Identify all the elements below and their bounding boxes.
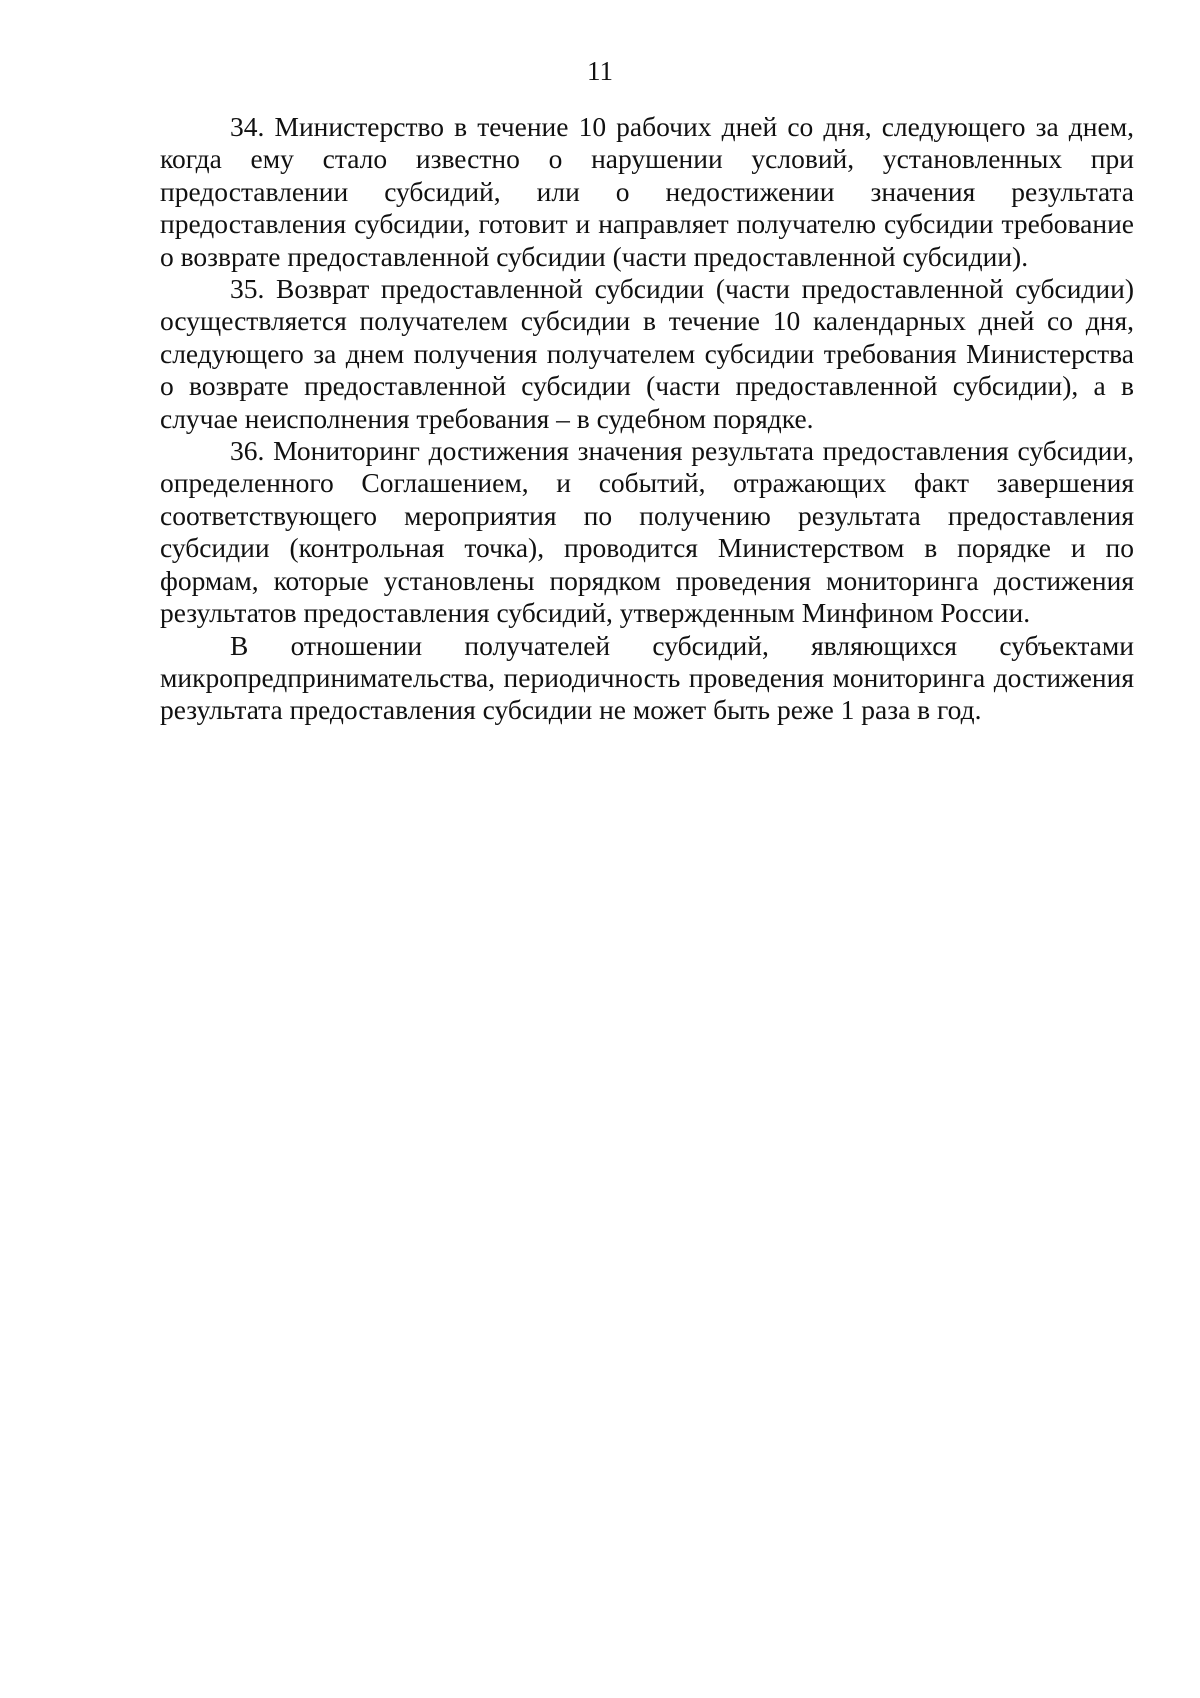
paragraph-34: 34. Министерство в течение 10 рабочих дней со дня, следующего за днем, когда ему стало известно о нарушении условий, установленных при предоставлении субсидий, или о недостижении значения результата предоставления субсидии, готовит и направляет получателю субсидии требование о возврате предоставленной субсидии (части предоставленной субсидии). [160, 111, 1134, 272]
paragraph-monitoring-frequency: В отношении получателей субсидий, являющихся субъектами микропредпринимательства, периодичность проведения мониторинга достижения результата предоставления субсидии не может быть реже 1 раза в год. [160, 629, 1134, 726]
document-body [160, 111, 1134, 727]
page-number: 11 [587, 56, 613, 86]
paragraph-36: 36. Мониторинг достижения значения результата предоставления субсидии, определенного Соглашением, и событий, отражающих факт завершения соответствующего мероприятия по получению результата предоставления субсидии (контрольная точка), проводится Министерством в порядке и по формам, которые установлены порядком проведения мониторинга достижения результатов предоставления субсидий, утвержденным Минфином России. [160, 435, 1134, 629]
paragraph-35: 35. Возврат предоставленной субсидии (части предоставленной субсидии) осуществляется получателем субсидии в течение 10 календарных дней со дня, следующего за днем получения получателем субсидии требования Министерства о возврате предоставленной субсидии (части предоставленной субсидии), а в случае неисполнения требования – в судебном порядке. [160, 273, 1134, 434]
